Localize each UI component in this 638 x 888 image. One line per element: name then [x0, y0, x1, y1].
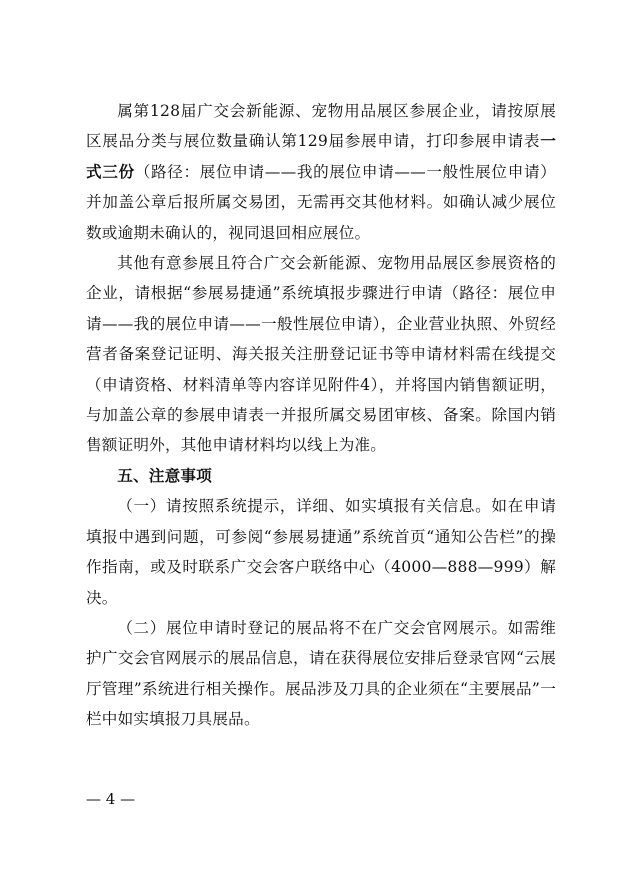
page-number: — 4 — — [86, 790, 136, 808]
paragraph-note-1: （一）请按照系统提示，详细、如实填报有关信息。如在申请填报中遇到问题，可参阅“参展易捷通”系统首页“通知公告栏”的操作指南，或及时联系广交会客户联络中心（4000—888—999）解决。 — [86, 497, 556, 607]
document-body — [86, 96, 556, 735]
paragraph-existing-exhibitors — [86, 96, 556, 248]
paragraph-1-text-before: 属第128届广交会新能源、宠物用品展区参展企业，请按原展区展品分类与展位数量确认第129届参展申请，打印参展申请表 — [86, 102, 556, 151]
paragraph-1-text-after: （路径：展位申请——我的展位申请——一般性展位申请）并加盖公章后报所属交易团，无需再交其他材料。如确认减少展位数或逾期未确认的，视同退回相应展位。 — [86, 162, 556, 242]
paragraph-1-bold-copies: 一式三份 — [86, 132, 556, 181]
paragraph-note-2: （二）展位申请时登记的展品将不在广交会官网展示。如需维护广交会官网展示的展品信息，请在获得展位安排后登录官网“云展厅管理”系统进行相关操作。展品涉及刀具的企业须在“主要展品”一栏中如实填报刀具展品。 — [86, 618, 556, 729]
paragraph-new-applicants: 其他有意参展且符合广交会新能源、宠物用品展区参展资格的企业，请根据“参展易捷通”系统填报步骤进行申请（路径：展位申请——我的展位申请——一般性展位申请），企业营业执照、外贸经营者备案登记证明、海关报关注册登记证书等申请材料需在线提交（申请资格、材料清单等内容详见附件4），并将国内销售额证明，与加盖公章的参展申请表一并报所属交易团审核、备案。除国内销售额证明外，其他申请材料均以线上为准。 — [86, 254, 556, 455]
section-heading-notes: 五、注意事项 — [117, 466, 212, 485]
